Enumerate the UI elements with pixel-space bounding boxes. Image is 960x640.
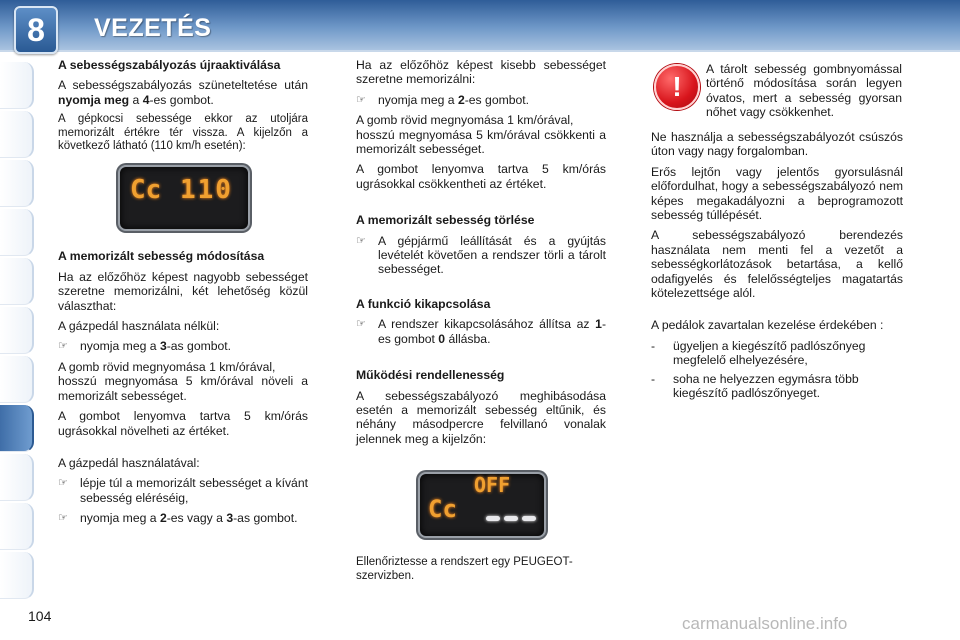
slope-text: Erős lejtőn vagy jelentős gyorsulásnál előfordulhat, hogy a sebességszabályozó nem képes megakadályozni a beprogramozott sebesség túllépését. [651,164,903,223]
pointing-hand-icon: ☞ [356,318,366,331]
pedals-intro: A pedálok zavartalan kezelése érdekében : [651,318,884,333]
list-item: ☞ A rendszer kikapcsolásához állítsa az 1-es gombot 0 állásba. [356,317,606,346]
hold-text: A gombot lenyomva tartva 5 km/órás ugrásokkal növelheti az értéket. [58,409,308,438]
malfunction-text: A sebességszabályozó meghibásodása esetén a memorizált sebesség eltűnik, és néhány másodpercre felvillanó vonalak jelennek meg a kijelzőn: [356,388,606,446]
header-divider [0,50,960,52]
column-left [58,58,308,532]
hold-text: A gombot lenyomva tartva 5 km/órás ugrásokkal csökkentheti az értéket. [356,162,606,191]
chapter-tab-8-active[interactable] [0,405,34,452]
chapter-tab-9[interactable] [0,454,34,501]
list-item: - ügyeljen a kiegészítő padlószőnyeg megfelelő elhelyezésére, [651,338,866,368]
responsibility-text: A sebességszabályozó berendezés használata nem menti fel a vezetőt a sebességkorlátozások betartása, a kellő odafigyelés és felelősségteljes magatartás kötelezettsége alól. [651,228,903,301]
chapter-tab-4[interactable] [0,209,34,256]
section-title-reactivation: A sebességszabályozás újraaktiválása [58,58,281,72]
short-press-text: A gomb rövid megnyomása 1 km/órával, [356,113,574,128]
pointing-hand-icon: ☞ [356,93,366,106]
decrease-intro: Ha az előzőhöz képest kisebb sebességet szeretne memorizálni: [356,58,606,87]
section-title-malfunction: Működési rendellenesség [356,368,505,383]
display-dash-1 [486,516,500,521]
speed-display-off [418,472,546,538]
display-cc-label: Cc [130,175,162,206]
modify-intro: Ha az előzőhöz képest nagyobb sebességet szeretne memorizálni, két lehetőség közül választhat: [58,269,308,313]
display-cc-label: Cc [428,495,457,524]
section-title-delete-speed: A memorizált sebesség törlése [356,213,535,228]
section-title-modify-speed: A memorizált sebesség módosítása [58,249,265,264]
list-item: ☞ A gépjármű leállítását és a gyújtás levételét követően a rendszer törli a tárolt sebességet. [356,233,606,277]
pointing-hand-icon: ☞ [356,234,366,247]
page-number: 104 [28,608,52,624]
warning-text: A tárolt sebesség gombnyomással történő módosítása során legyen óvatos, mert a sebesség gyorsan nőhet vagy csökkenhet. [706,62,902,120]
reactivation-paragraph: A sebességszabályozás szüneteltetése után nyomja meg a 4-es gombot. [58,78,308,107]
without-pedal-label: A gázpedál használata nélkül: [58,319,220,334]
chapter-tab-10[interactable] [0,503,34,550]
pointing-hand-icon: ☞ [58,512,68,525]
watermark: carmanualsonline.info [682,614,848,633]
pointing-hand-icon: ☞ [58,477,68,490]
list-item: ☞ lépje túl a memorizált sebességet a kívánt sebesség eléréséig, [58,476,308,505]
chapter-tab-11[interactable] [0,552,34,599]
list-item: ☞ nyomja meg a 3-as gombot. [58,339,232,354]
long-press-text: hosszú megnyomása 5 km/órával csökkenti a memorizált sebességet. [356,127,606,157]
display-off-label: OFF [474,473,511,498]
reactivation-note: A gépkocsi sebessége ekkor az utoljára memorizált értékre tér vissza. A kijelzőn a következő látható (110 km/h esetén): [58,113,308,153]
exclamation-icon: ! [654,64,700,110]
pointing-hand-icon: ☞ [58,340,68,353]
column-middle [356,58,606,589]
chapter-tab-7[interactable] [0,356,34,403]
chapter-tab-1[interactable] [0,62,34,109]
service-caption: Ellenőriztesse a rendszert egy PEUGEOT-szervizben. [356,556,573,582]
list-item: ☞ nyomja meg a 2-es gombot. [356,92,530,107]
chapter-tab-2[interactable] [0,111,34,158]
with-pedal-label: A gázpedál használatával: [58,455,200,470]
display-dash-2 [504,516,518,521]
chapter-title: VEZETÉS [94,14,212,42]
chapter-tab-5[interactable] [0,258,34,305]
chapter-tab-6[interactable] [0,307,34,354]
long-press-text: hosszú megnyomása 5 km/órával növeli a memorizált sebességet. [58,374,308,403]
slippery-road-text: Ne használja a sebességszabályozót csúszós úton vagy nagy forgalomban. [651,130,903,159]
speed-display-cc110 [118,165,250,231]
display-speed-value: 110 [180,175,233,206]
section-title-switch-off: A funkció kikapcsolása [356,296,491,311]
short-press-text: A gomb rövid megnyomása 1 km/órával, [58,359,276,374]
chapter-tabs [0,62,34,601]
chapter-number-badge: 8 [14,6,58,54]
list-item: - soha ne helyezzen egymásra több kiegészítő padlószőnyeget. [651,371,859,401]
list-item: ☞ nyomja meg a 2-es vagy a 3-as gombot. [58,511,298,526]
chapter-tab-3[interactable] [0,160,34,207]
column-right [651,130,903,405]
display-dash-3 [522,516,536,521]
